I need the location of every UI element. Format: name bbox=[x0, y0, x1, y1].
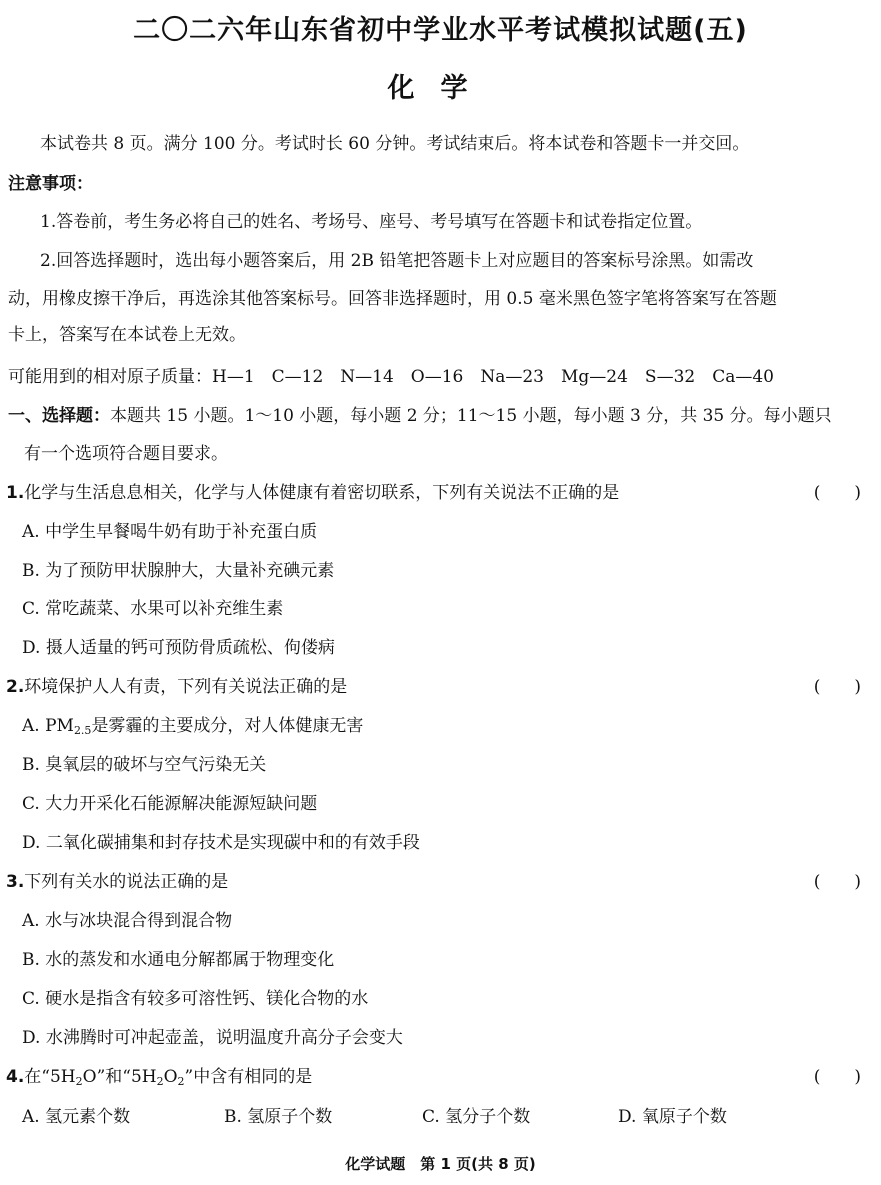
question-2-option-b: B. 臭氧层的破坏与空气污染无关 bbox=[22, 755, 267, 775]
question-2-option-d: D. 二氧化碳捕集和封存技术是实现碳中和的有效手段 bbox=[22, 833, 420, 853]
question-text: 下列有关水的说法正确的是 bbox=[24, 872, 229, 892]
subscript: 2 bbox=[177, 1075, 185, 1088]
question-2-option-a bbox=[22, 715, 363, 742]
question-number: 2. bbox=[6, 677, 25, 697]
subject-title: 化学 bbox=[387, 73, 494, 104]
notice-item-2-line3: 卡上，答案写在本试卷上无效。 bbox=[8, 325, 246, 345]
atomic-masses: 可能用到的相对原子质量：H—1 C—12 N—14 O—16 Na—23 Mg—24 S—32 Ca—40 bbox=[8, 367, 774, 387]
section-1-desc-line1 bbox=[8, 405, 832, 427]
question-number: 3. bbox=[6, 872, 25, 892]
subscript: 2 bbox=[75, 1075, 83, 1088]
question-2-option-c: C. 大力开采化石能源解决能源短缺问题 bbox=[22, 794, 318, 814]
question-text: 化学与生活息息相关，化学与人体健康有着密切联系，下列有关说法不正确的是 bbox=[24, 483, 620, 503]
option-a-prefix: A. PM bbox=[22, 716, 74, 736]
question-1-option-c: C. 常吃蔬菜、水果可以补充维生素 bbox=[22, 599, 284, 619]
question-4-option-b: B. 氢原子个数 bbox=[224, 1107, 333, 1127]
answer-paren: ( ) bbox=[813, 872, 861, 892]
stem-part: O bbox=[163, 1067, 178, 1087]
subscript: 2 bbox=[156, 1075, 164, 1088]
question-1-option-b: B. 为了预防甲状腺肿大，大量补充碘元素 bbox=[22, 561, 335, 581]
notice-item-2-line1: 2.回答选择题时，选出每小题答案后，用 2B 铅笔把答题卡上对应题目的答案标号涂黑。如需改 bbox=[40, 251, 754, 271]
exam-title: 二〇二六年山东省初中学业水平考试模拟试题(五) bbox=[133, 15, 748, 46]
question-2-stem bbox=[6, 676, 347, 698]
question-4-option-d: D. 氧原子个数 bbox=[618, 1107, 727, 1127]
pm-subscript: 2.5 bbox=[73, 724, 92, 737]
question-3-option-d: D. 水沸腾时可冲起壶盖，说明温度升高分子会变大 bbox=[22, 1028, 403, 1048]
answer-paren: ( ) bbox=[813, 1067, 861, 1087]
question-number: 1. bbox=[6, 483, 25, 503]
question-3-option-b: B. 水的蒸发和水通电分解都属于物理变化 bbox=[22, 950, 335, 970]
section-1-heading: 一、选择题： bbox=[8, 406, 110, 426]
question-number: 4. bbox=[6, 1067, 25, 1087]
question-4-option-a: A. 氢元素个数 bbox=[22, 1107, 131, 1127]
question-text: 环境保护人人有责，下列有关说法正确的是 bbox=[24, 677, 348, 697]
question-3-stem bbox=[6, 871, 228, 893]
notice-heading: 注意事项： bbox=[8, 174, 93, 194]
question-4-option-c: C. 氢分子个数 bbox=[422, 1107, 531, 1127]
notice-item-1: 1.答卷前，考生务必将自己的姓名、考场号、座号、考号填写在答题卡和试卷指定位置。 bbox=[40, 212, 703, 232]
question-1-stem bbox=[6, 482, 619, 504]
question-1-option-d: D. 摄人适量的钙可预防骨质疏松、佝偻病 bbox=[22, 638, 335, 658]
section-1-desc-text: 本题共 15 小题。1～10 小题，每小题 2 分；11～15 小题，每小题 3 分，共 35 分。每小题只 bbox=[110, 406, 832, 426]
stem-part: ”中含有相同的是 bbox=[184, 1067, 313, 1087]
section-1-desc-line2: 有一个选项符合题目要求。 bbox=[24, 444, 228, 464]
option-a-text: 是雾霾的主要成分，对人体健康无害 bbox=[91, 716, 364, 736]
answer-paren: ( ) bbox=[813, 483, 861, 503]
question-3-option-c: C. 硬水是指含有较多可溶性钙、镁化合物的水 bbox=[22, 989, 369, 1009]
stem-part: O”和“5H bbox=[82, 1067, 157, 1087]
intro-text: 本试卷共 8 页。满分 100 分。考试时长 60 分钟。考试结束后。将本试卷和答题卡一并交回。 bbox=[40, 134, 750, 154]
notice-item-2-line2: 动，用橡皮擦干净后，再选涂其他答案标号。回答非选择题时，用 0.5 毫米黑色签字笔将答案写在答题 bbox=[8, 289, 777, 309]
question-3-option-a: A. 水与冰块混合得到混合物 bbox=[22, 911, 233, 931]
answer-paren: ( ) bbox=[813, 677, 861, 697]
page-footer: 化学试题 第 1 页(共 8 页) bbox=[345, 1155, 536, 1173]
question-4-stem bbox=[6, 1066, 312, 1093]
question-1-option-a: A. 中学生早餐喝牛奶有助于补充蛋白质 bbox=[22, 522, 318, 542]
stem-part: 在“5H bbox=[24, 1067, 76, 1087]
